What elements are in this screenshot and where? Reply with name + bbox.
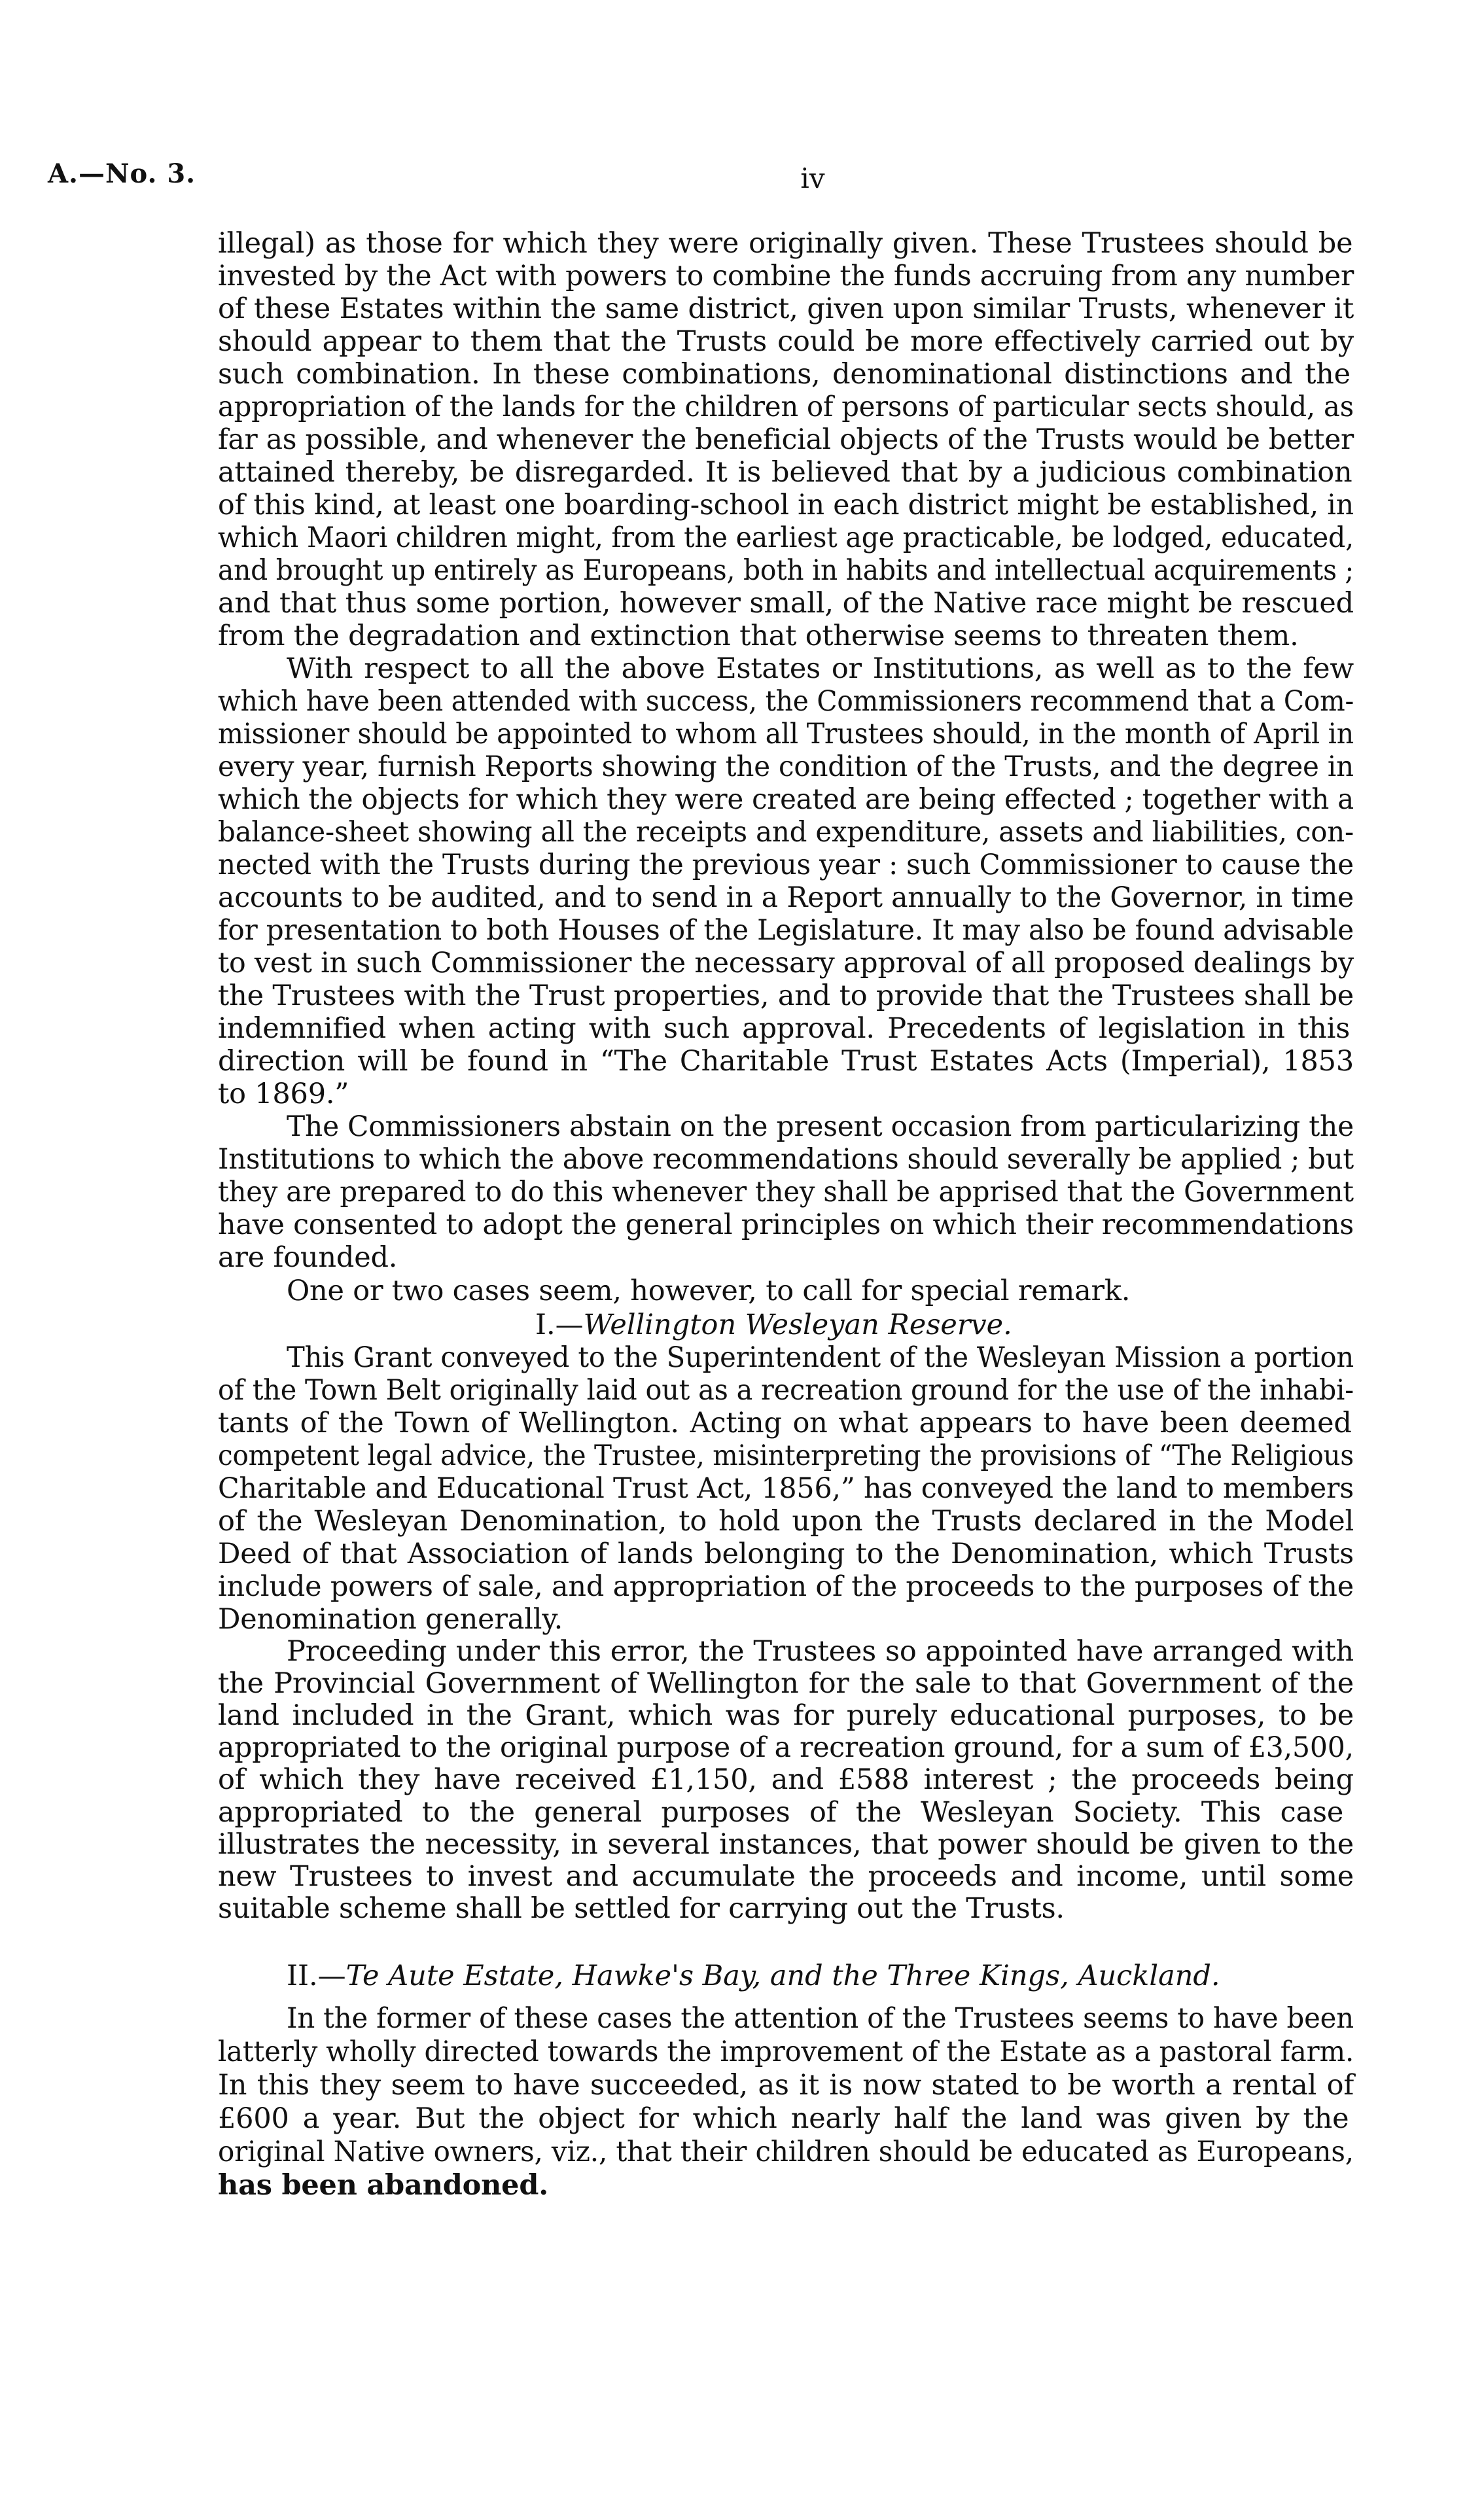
section-title: Te Aute Estate, Hawke's Bay, and the Three Kings, Auckland. xyxy=(345,1960,1220,1992)
text-line: of this kind, at least one boarding-school in each district might be established, in xyxy=(218,489,1354,521)
text-line: for presentation to both Houses of the Legislature. It may also be found advisable xyxy=(218,914,1354,947)
text-line: illustrates the necessity, in several instances, that power should be given to the xyxy=(218,1828,1354,1861)
text-line: invested by the Act with powers to combine the funds accruing from any number xyxy=(218,260,1354,292)
text-line: The Commissioners abstain on the present occasion from particularizing the xyxy=(287,1110,1354,1143)
text-line: direction will be found in “The Charitable Trust Estates Acts (Imperial), 1853 xyxy=(218,1045,1354,1078)
text-line: which the objects for which they were created are being effected ; together with a xyxy=(218,783,1354,816)
text-line: This Grant conveyed to the Superintendent of the Wesleyan Mission a portion xyxy=(287,1341,1354,1374)
section-numeral: II.— xyxy=(287,1960,346,1992)
section-heading xyxy=(287,1960,1220,1992)
text-line: include powers of sale, and appropriation of the proceeds to the purposes of the xyxy=(218,1570,1354,1603)
text-line: One or two cases seem, however, to call for special remark. xyxy=(287,1275,1131,1307)
text-line: appropriated to the general purposes of the Wesleyan Society. This case xyxy=(218,1796,1344,1829)
text-line: new Trustees to invest and accumulate the proceeds and income, until some xyxy=(218,1860,1354,1893)
text-line: of which they have received £1,150, and £588 interest ; the proceeds being xyxy=(218,1763,1354,1796)
text-line: Proceeding under this error, the Trustees so appointed have arranged with xyxy=(287,1635,1354,1668)
text-line: appropriated to the original purpose of a recreation ground, for a sum of £3,500, xyxy=(218,1731,1354,1764)
text-line: of the Town Belt originally laid out as a recreation ground for the use of the inhabi- xyxy=(218,1374,1354,1407)
text-line: competent legal advice, the Trustee, misinterpreting the provisions of “The Religious xyxy=(218,1439,1354,1472)
text-line: they are prepared to do this whenever they shall be apprised that the Government xyxy=(218,1176,1354,1208)
text-line: which have been attended with success, the Commissioners recommend that a Com- xyxy=(218,685,1354,718)
text-line: far as possible, and whenever the beneficial objects of the Trusts would be better xyxy=(218,423,1354,456)
text-line: which Maori children might, from the earliest age practicable, be lodged, educated, xyxy=(218,521,1354,554)
text-line: indemnified when acting with such approval. Precedents of legislation in this xyxy=(218,1012,1351,1045)
text-line: suitable scheme shall be settled for carrying out the Trusts. xyxy=(218,1892,1065,1925)
text-line: such combination. In these combinations, denominational distinctions and the xyxy=(218,358,1351,391)
text-line: are founded. xyxy=(218,1241,398,1274)
text-line: Charitable and Educational Trust Act, 1856,” has conveyed the land to members xyxy=(218,1472,1354,1505)
text-line: latterly wholly directed towards the improvement of the Estate as a pastoral farm. xyxy=(218,2036,1354,2068)
text-line: to vest in such Commissioner the necessary approval of all proposed dealings by xyxy=(218,947,1354,979)
text-line: from the degradation and extinction that otherwise seems to threaten them. xyxy=(218,620,1299,652)
text-line: and brought up entirely as Europeans, both in habits and intellectual acquirements ; xyxy=(218,554,1354,587)
text-line: Deed of that Association of lands belonging to the Denomination, which Trusts xyxy=(218,1538,1354,1570)
text-line: of these Estates within the same district, given upon similar Trusts, whenever it xyxy=(218,292,1354,325)
text-line: accounts to be audited, and to send in a Report annually to the Governor, in time xyxy=(218,881,1354,914)
text-line: have consented to adopt the general principles on which their recommendations xyxy=(218,1208,1354,1241)
text-line: illegal) as those for which they were originally given. These Trustees should be xyxy=(218,227,1353,260)
text-line: tants of the Town of Wellington. Acting on what appears to have been deemed xyxy=(218,1407,1352,1439)
text-line: In the former of these cases the attention of the Trustees seems to have been xyxy=(287,2002,1354,2035)
text-line: attained thereby, be disregarded. It is believed that by a judicious combination xyxy=(218,456,1352,489)
text-line: missioner should be appointed to whom all Trustees should, in the month of April in xyxy=(218,718,1354,750)
text-line: nected with the Trusts during the previous year : such Commissioner to cause the xyxy=(218,849,1354,881)
page-number: iv xyxy=(800,162,825,194)
section-heading xyxy=(535,1309,1012,1341)
text-line: Institutions to which the above recommendations should severally be applied ; but xyxy=(218,1143,1354,1176)
section-title: Wellington Wesleyan Reserve. xyxy=(583,1309,1012,1341)
text-line: £600 a year. But the object for which nearly half the land was given by the xyxy=(218,2102,1349,2135)
text-line: the Trustees with the Trust properties, and to provide that the Trustees shall be xyxy=(218,979,1354,1012)
text-line: balance-sheet showing all the receipts and expenditure, assets and liabilities, con- xyxy=(218,816,1354,849)
text-line: original Native owners, viz., that their children should be educated as Europeans, xyxy=(218,2136,1354,2168)
text-line: land included in the Grant, which was for purely educational purposes, to be xyxy=(218,1699,1354,1732)
text-line: has been abandoned. xyxy=(218,2169,548,2202)
text-line: In this they seem to have succeeded, as it is now stated to be worth a rental of xyxy=(218,2069,1354,2102)
section-numeral: I.— xyxy=(535,1309,584,1341)
text-line: the Provincial Government of Wellington for the sale to that Government of the xyxy=(218,1667,1354,1700)
text-line: appropriation of the lands for the children of persons of particular sects should, as xyxy=(218,391,1354,423)
text-line: and that thus some portion, however small, of the Native race might be rescued xyxy=(218,587,1354,620)
text-line: should appear to them that the Trusts could be more effectively carried out by xyxy=(218,325,1354,358)
text-line: of the Wesleyan Denomination, to hold upon the Trusts declared in the Model xyxy=(218,1505,1354,1538)
text-line: to 1869.” xyxy=(218,1078,349,1110)
text-line: With respect to all the above Estates or Institutions, as well as to the few xyxy=(287,652,1354,685)
text-line: every year, furnish Reports showing the condition of the Trusts, and the degree in xyxy=(218,750,1354,783)
document-reference: A.—No. 3. xyxy=(48,158,196,189)
text-line: Denomination generally. xyxy=(218,1603,563,1636)
